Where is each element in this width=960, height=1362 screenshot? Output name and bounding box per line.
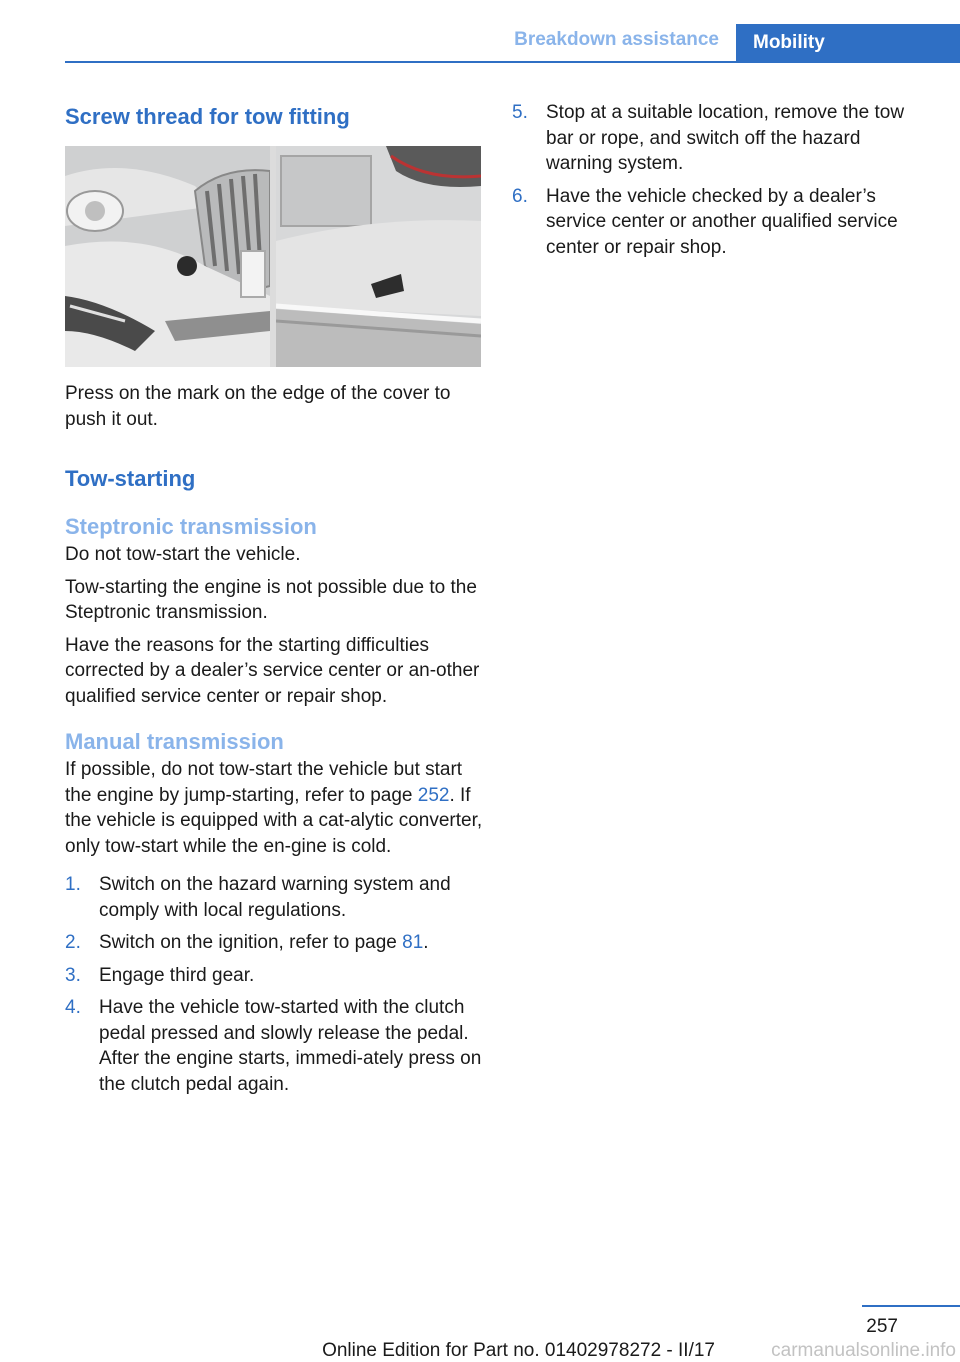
subsection-title-manual: Manual transmission [65, 729, 284, 754]
list-item [65, 930, 483, 956]
watermark: carmanualsonline.info [771, 1340, 956, 1361]
page-link-81[interactable]: 81 [402, 932, 424, 953]
step-number: 5. [512, 102, 528, 123]
figure-caption: Press on the mark on the edge of the cover to push it out. [65, 383, 451, 430]
footer-rule [862, 1305, 960, 1307]
step-text-after: . [423, 932, 429, 953]
section-title-tow-starting: Tow-starting [65, 466, 196, 491]
step-number: 1. [65, 874, 81, 895]
steptronic-paragraph-1: Do not tow-start the vehicle. [65, 544, 301, 565]
subsection-title-steptronic: Steptronic transmission [65, 514, 317, 539]
step-text: Engage third gear. [99, 964, 255, 986]
list-item [65, 963, 483, 989]
steptronic-paragraph-2: Tow-starting the engine is not possible due to the Steptronic transmission. [65, 576, 477, 623]
tow-fitting-figure [65, 146, 481, 367]
list-item [512, 184, 932, 261]
step-text: Stop at a suitable location, remove the tow bar or rope, and switch off the hazard warning system. [546, 102, 905, 174]
list-item [65, 995, 483, 1097]
left-column [65, 100, 483, 1097]
step-number: 6. [512, 185, 528, 207]
tow-start-steps-list [65, 872, 483, 1097]
section-title-screw-thread: Screw thread for tow fitting [65, 104, 350, 129]
steptronic-paragraph-3: Have the reasons for the starting difficulties corrected by a dealer’s service center or an-other qualified service center or repair shop. [65, 634, 480, 707]
chapter-label: Mobility [753, 32, 825, 53]
page-number: 257 [866, 1316, 898, 1337]
step-text: Switch on the ignition, refer to page [99, 932, 403, 953]
step-number: 2. [65, 932, 81, 953]
step-number: 3. [65, 964, 81, 986]
step-number: 4. [65, 997, 81, 1018]
list-item [65, 872, 483, 923]
continued-steps-list [512, 100, 932, 260]
header-section-label: Breakdown assistance [514, 29, 719, 50]
right-column [512, 100, 932, 260]
rear-bumper-image [276, 146, 481, 367]
step-text: Have the vehicle tow-started with the clutch pedal pressed and slowly release the pedal. After the engine starts, immedi-ately press on the clutch pedal again. [99, 997, 482, 1095]
manual-paragraph [65, 757, 483, 859]
manual-text-before: If possible, do not tow-start the vehicle but start the engine by jump-starting, refer to page [65, 759, 463, 806]
page-link-252[interactable]: 252 [417, 784, 450, 806]
step-text: Switch on the hazard warning system and comply with local regulations. [99, 874, 451, 921]
manual-text-after: . If the vehicle is equipped with a cat-alytic converter, only tow-start while the en-gine is cold. [65, 784, 483, 857]
step-text: Have the vehicle checked by a dealer’s service center or another qualified service center or repair shop. [546, 185, 898, 258]
front-bumper-image [65, 146, 270, 367]
edition-note: Online Edition for Part no. 01402978272 - II/17 [322, 1340, 715, 1361]
list-item [512, 100, 932, 177]
header-chapter-tab[interactable] [736, 24, 960, 63]
